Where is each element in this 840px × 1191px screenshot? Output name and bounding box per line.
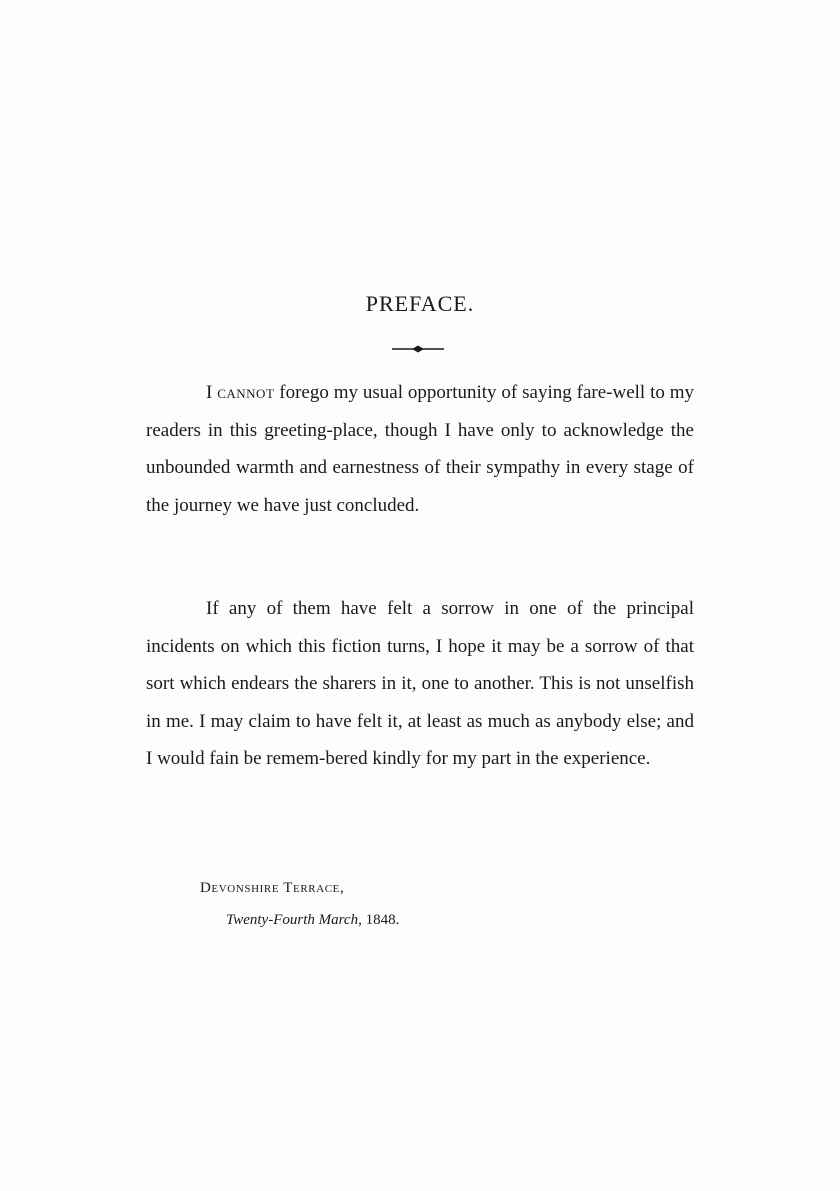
signoff-place: Devonshire Terrace, xyxy=(200,880,345,896)
preface-paragraph-1 xyxy=(146,374,694,524)
preface-paragraph-2: If any of them have felt a sorrow in one of the principal incidents on which this fiction turns, I hope it may be a sorrow of that sort which endears the sharers in it, one to another. This is not unselfish in me. I may claim to have felt it, at least as much as anybody else; and I would fain be remem-bered kindly for my part in the experience. xyxy=(146,598,694,769)
signoff-year: 1848. xyxy=(361,912,400,928)
ornament-divider-icon xyxy=(392,345,444,353)
signoff-date: Twenty-Fourth March, xyxy=(226,912,362,928)
preface-title: PREFACE. xyxy=(365,291,475,316)
signoff-block xyxy=(200,872,399,936)
signoff-date-line xyxy=(200,904,399,936)
paragraph-1-small-caps-word: cannot xyxy=(217,382,275,403)
paragraph-1-first-word: I xyxy=(206,382,218,403)
paragraph-1-text: forego my usual opportunity of saying fare-well to my readers in this greeting-place, though I have only to acknowledge the unbounded warmth and earnestness of their sympathy in every stage of the journey we have just concluded. xyxy=(146,382,695,516)
